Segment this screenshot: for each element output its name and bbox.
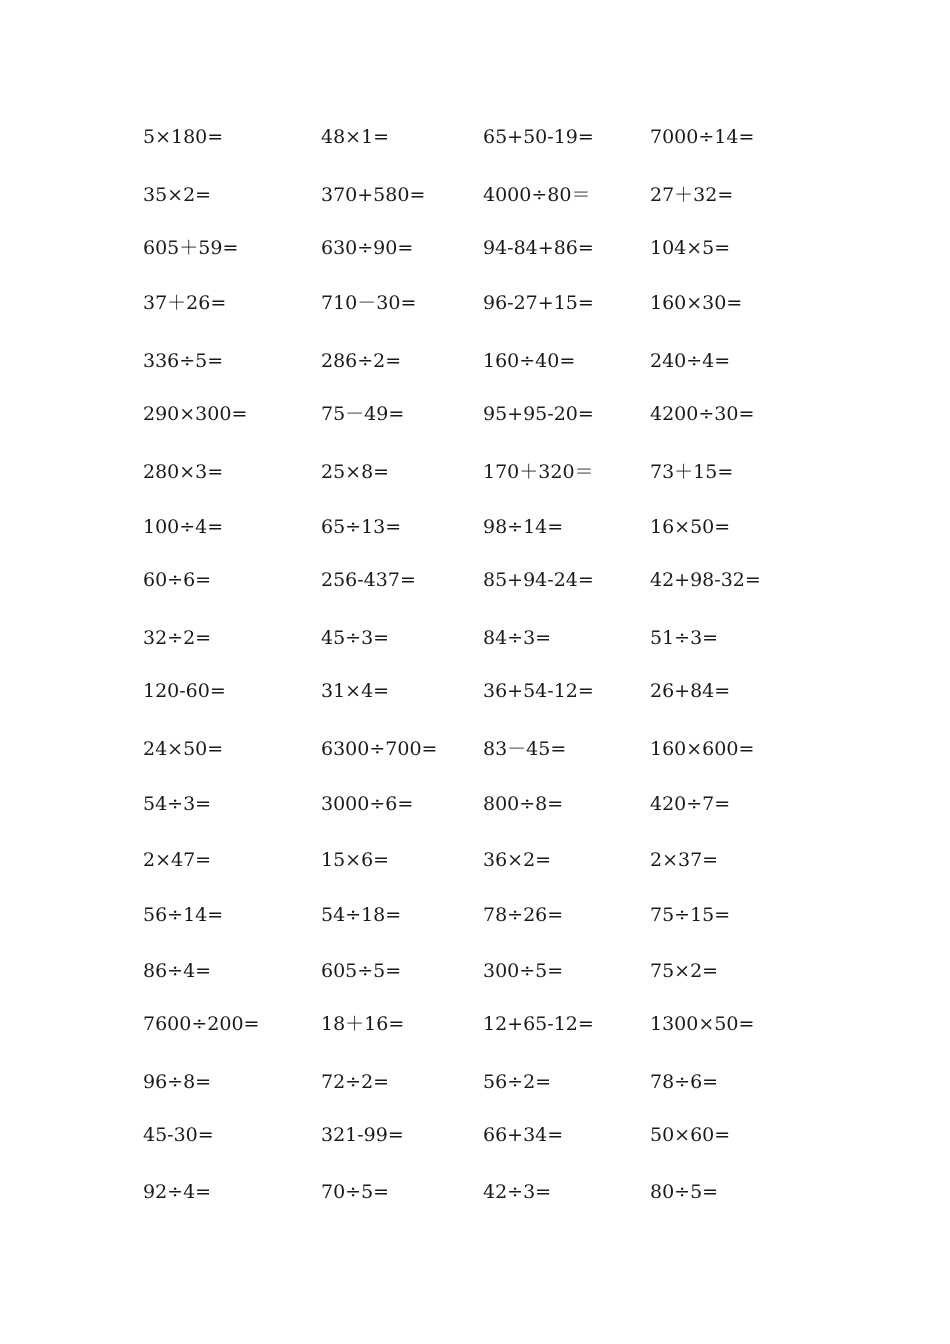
problem-row [0, 288, 950, 318]
arithmetic-problem: 92÷4= [143, 1181, 212, 1203]
arithmetic-problem: 78÷26= [483, 904, 564, 926]
arithmetic-problem: 86÷4= [143, 960, 212, 982]
arithmetic-problem: 65÷13= [321, 516, 402, 538]
arithmetic-problem: 4000÷80＝ [483, 184, 591, 206]
problem-row [0, 676, 950, 706]
arithmetic-problem: 73＋15= [650, 461, 734, 483]
arithmetic-problem: 75×2= [650, 960, 719, 982]
arithmetic-problem: 27＋32= [650, 184, 734, 206]
arithmetic-problem: 630÷90= [321, 237, 414, 259]
problem-row [0, 900, 950, 930]
problem-row [0, 346, 950, 376]
arithmetic-problem: 160×30= [650, 292, 743, 314]
arithmetic-problem: 42+98-32= [650, 569, 761, 591]
arithmetic-problem: 83－45= [483, 738, 567, 760]
problem-row [0, 623, 950, 653]
problem-row [0, 399, 950, 429]
arithmetic-problem: 70÷5= [321, 1181, 390, 1203]
arithmetic-problem: 36+54-12= [483, 680, 594, 702]
arithmetic-problem: 25×8= [321, 461, 390, 483]
arithmetic-problem: 48×1= [321, 126, 390, 148]
arithmetic-problem: 45-30= [143, 1124, 214, 1146]
arithmetic-problem: 160÷40= [483, 350, 576, 372]
arithmetic-problem: 286÷2= [321, 350, 402, 372]
arithmetic-problem: 32÷2= [143, 627, 212, 649]
arithmetic-problem: 280×3= [143, 461, 224, 483]
arithmetic-problem: 800÷8= [483, 793, 564, 815]
arithmetic-problem: 37＋26= [143, 292, 227, 314]
arithmetic-problem: 45÷3= [321, 627, 390, 649]
arithmetic-problem: 321-99= [321, 1124, 404, 1146]
arithmetic-problem: 84÷3= [483, 627, 552, 649]
arithmetic-problem: 120-60= [143, 680, 226, 702]
arithmetic-problem: 54÷18= [321, 904, 402, 926]
arithmetic-problem: 65+50-19= [483, 126, 594, 148]
problem-row [0, 1009, 950, 1039]
problem-row [0, 1120, 950, 1150]
arithmetic-problem: 80÷5= [650, 1181, 719, 1203]
arithmetic-problem: 5×180= [143, 126, 224, 148]
problem-row [0, 512, 950, 542]
arithmetic-problem: 94-84+86= [483, 237, 594, 259]
arithmetic-problem: 1300×50= [650, 1013, 755, 1035]
arithmetic-problem: 300÷5= [483, 960, 564, 982]
problem-row [0, 565, 950, 595]
arithmetic-problem: 72÷2= [321, 1071, 390, 1093]
problem-row [0, 1177, 950, 1207]
arithmetic-problem: 56÷2= [483, 1071, 552, 1093]
arithmetic-problem: 100÷4= [143, 516, 224, 538]
arithmetic-problem: 35×2= [143, 184, 212, 206]
problem-row [0, 845, 950, 875]
arithmetic-problem: 18＋16= [321, 1013, 405, 1035]
arithmetic-problem: 7600÷200= [143, 1013, 260, 1035]
arithmetic-problem: 12+65-12= [483, 1013, 594, 1035]
arithmetic-problem: 605＋59= [143, 237, 239, 259]
arithmetic-problem: 75÷15= [650, 904, 731, 926]
arithmetic-problem: 15×6= [321, 849, 390, 871]
problem-row [0, 956, 950, 986]
arithmetic-problem: 290×300= [143, 403, 248, 425]
arithmetic-problem: 36×2= [483, 849, 552, 871]
arithmetic-problem: 51÷3= [650, 627, 719, 649]
arithmetic-problem: 6300÷700= [321, 738, 438, 760]
arithmetic-problem: 56÷14= [143, 904, 224, 926]
arithmetic-problem: 2×47= [143, 849, 212, 871]
problem-row [0, 734, 950, 764]
arithmetic-problem: 24×50= [143, 738, 224, 760]
arithmetic-problem: 3000÷6= [321, 793, 414, 815]
arithmetic-problem: 26+84= [650, 680, 731, 702]
arithmetic-problem: 78÷6= [650, 1071, 719, 1093]
arithmetic-problem: 42÷3= [483, 1181, 552, 1203]
problem-row [0, 789, 950, 819]
arithmetic-problem: 54÷3= [143, 793, 212, 815]
arithmetic-problem: 240÷4= [650, 350, 731, 372]
arithmetic-problem: 60÷6= [143, 569, 212, 591]
arithmetic-problem: 85+94-24= [483, 569, 594, 591]
arithmetic-problem: 710－30= [321, 292, 417, 314]
arithmetic-problem: 336÷5= [143, 350, 224, 372]
problem-row [0, 180, 950, 210]
arithmetic-problem: 75－49= [321, 403, 405, 425]
arithmetic-problem: 98÷14= [483, 516, 564, 538]
arithmetic-problem: 256-437= [321, 569, 416, 591]
arithmetic-problem: 96÷8= [143, 1071, 212, 1093]
problem-row [0, 233, 950, 263]
arithmetic-problem: 420÷7= [650, 793, 731, 815]
arithmetic-problem: 2×37= [650, 849, 719, 871]
arithmetic-problem: 160×600= [650, 738, 755, 760]
arithmetic-problem: 7000÷14= [650, 126, 755, 148]
problem-row [0, 122, 950, 152]
problem-row [0, 1067, 950, 1097]
arithmetic-problem: 16×50= [650, 516, 731, 538]
arithmetic-problem: 95+95-20= [483, 403, 594, 425]
arithmetic-problem: 31×4= [321, 680, 390, 702]
arithmetic-problem: 50×60= [650, 1124, 731, 1146]
problem-row [0, 457, 950, 487]
arithmetic-problem: 605÷5= [321, 960, 402, 982]
arithmetic-problem: 370+580= [321, 184, 426, 206]
arithmetic-problem: 4200÷30= [650, 403, 755, 425]
arithmetic-problem: 66+34= [483, 1124, 564, 1146]
arithmetic-problem: 96-27+15= [483, 292, 594, 314]
arithmetic-problem: 170＋320＝ [483, 461, 594, 483]
arithmetic-problem: 104×5= [650, 237, 731, 259]
